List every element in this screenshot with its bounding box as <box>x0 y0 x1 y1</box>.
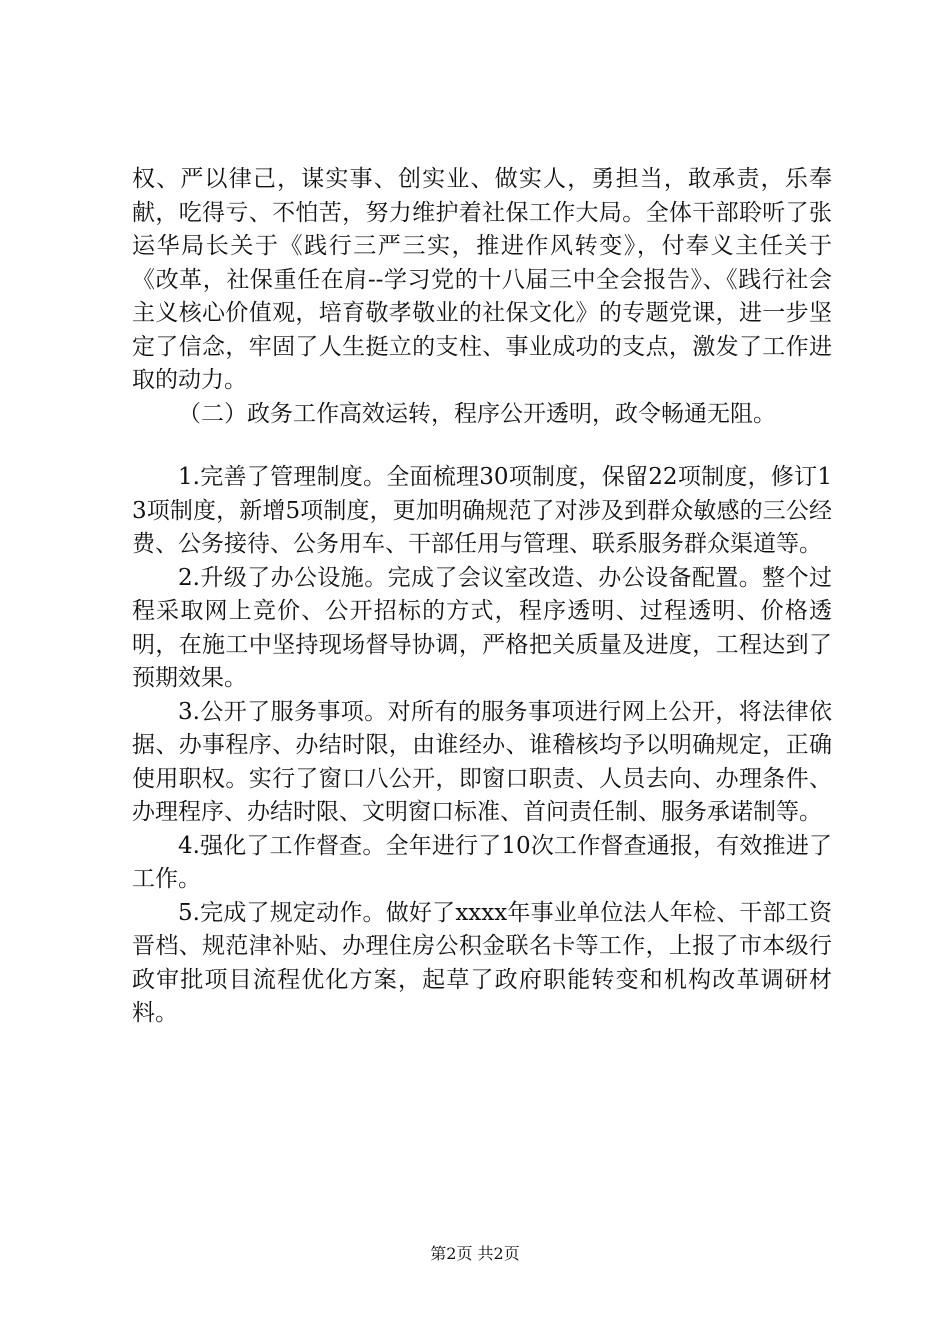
paragraph-item-1: 1.完善了管理制度。全面梳理30项制度，保留22项制度，修订13项制度，新增5项制度，更加明确规范了对涉及到群众敏感的三公经费、公务接待、公务用车、干部任用与管理、联系服务群众渠道等。 <box>132 464 832 557</box>
paragraph-item-5: 5.完成了规定动作。做好了xxxx年事业单位法人年检、干部工资晋档、规范津补贴、办理住房公积金联名卡等工作，上报了市本级行政审批项目流程优化方案，起草了政府职能转变和机构改革调研材料。 <box>132 899 832 1026</box>
document-body <box>132 163 832 1031</box>
paragraph-continuation: 权、严以律己，谋实事、创实业、做实人，勇担当，敢承责，乐奉献，吃得亏、不怕苦，努力维护着社保工作大局。全体干部聆听了张运华局长关于《践行三严三实，推进作风转变》，付奉义主任关于《改革，社保重任在肩--学习党的十八届三中全会报告》、《践行社会主义核心价值观，培育敬孝敬业的社保文化》的专题党课，进一步坚定了信念，牢固了人生挺立的支柱、事业成功的支点，激发了工作进取的动力。 <box>132 166 832 393</box>
paragraph-item-2: 2.升级了办公设施。完成了会议室改造、办公设备配置。整个过程采取网上竞价、公开招标的方式，程序透明、过程透明、价格透明，在施工中坚持现场督导协调，严格把关质量及进度，工程达到了预期效果。 <box>132 564 832 691</box>
section-heading: （二）政务工作高效运转，程序公开透明，政令畅通无阻。 <box>178 400 776 427</box>
page-number-footer: 第2页 共2页 <box>430 1244 520 1263</box>
paragraph-gap <box>132 431 832 461</box>
paragraph-item-3: 3.公开了服务事项。对所有的服务事项进行网上公开，将法律依据、办事程序、办结时限，由谁经办、谁稽核均予以明确规定，正确使用职权。实行了窗口八公开，即窗口职责、人员去向、办理条件、办理程序、办结时限、文明窗口标准、首问责任制、服务承诺制等。 <box>132 698 832 825</box>
paragraph-item-4: 4.强化了工作督查。全年进行了10次工作督查通报，有效推进了工作。 <box>132 832 832 892</box>
